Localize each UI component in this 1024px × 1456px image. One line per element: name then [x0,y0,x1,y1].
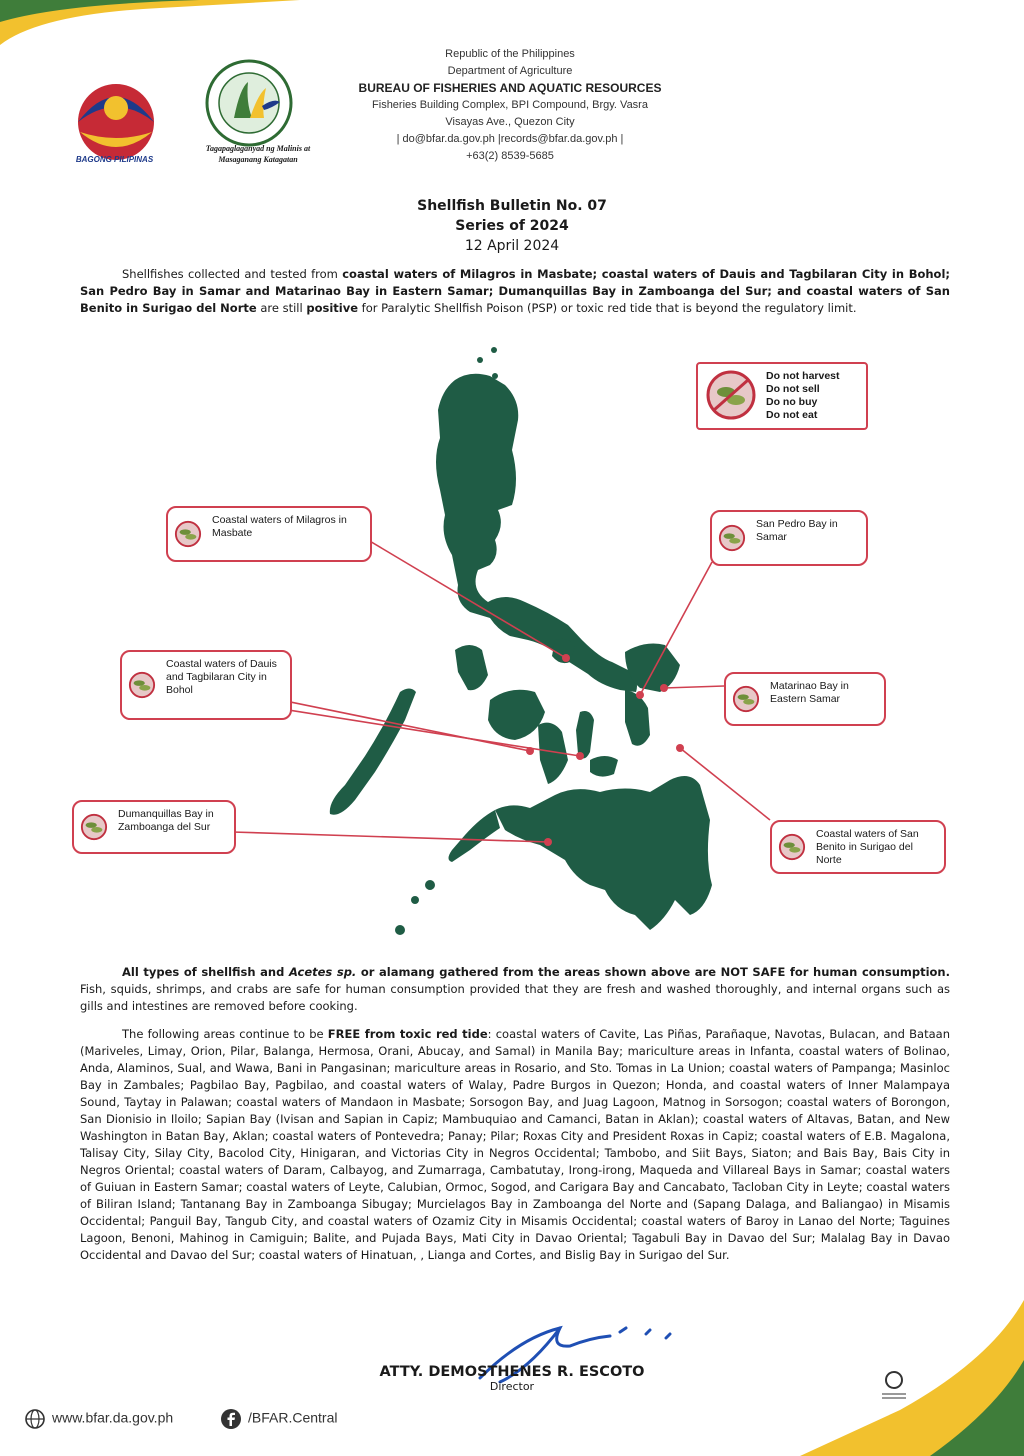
legend-no-buy: Do no buy [766,396,818,408]
phone-line: +63(2) 8539-5685 [466,150,554,162]
department-line: Department of Agriculture [447,65,573,77]
da-tagline-line1: Tagapaglaganyad ng Malinis at [205,144,311,153]
intro-paragraph [80,266,950,317]
callout-bohol-text: Coastal waters of Dauis and Tagbilaran City in Bohol [166,658,277,696]
iso-certification-mark [876,1366,912,1402]
address-line-1: Fisheries Building Complex, BPI Compound, Brgy. Vasra [372,99,648,111]
agency-name: BUREAU OF FISHERIES AND AQUATIC RESOURCES [358,81,662,95]
facebook-handle[interactable]: /BFAR.Central [248,1409,338,1426]
bagong-pilipinas-label: BAGONG PILIPINAS [75,155,154,164]
signatory-name: ATTY. DEMOSTHENES R. ESCOTO [379,1364,645,1380]
bulletin-date: 12 April 2024 [464,238,560,254]
address-line-2: Visayas Ave., Quezon City [445,116,575,128]
da-tagline [178,143,338,165]
callout-milagros-text: Coastal waters of Milagros in Masbate [212,514,347,539]
signatory-block [312,1364,712,1393]
intro-positive: positive [306,301,358,315]
shellfish-warning-icon [732,685,760,713]
legend-lines [766,370,840,422]
website-url[interactable]: www.bfar.da.gov.ph [52,1409,174,1426]
footer-website[interactable] [24,1408,173,1430]
facebook-icon [220,1408,242,1430]
signatory-title: Director [489,1380,535,1393]
da-tagline-line2: Masaganang Katagatan [218,155,298,164]
bulletin-heading [312,196,712,256]
callout-san-pedro-bay [710,510,868,566]
warning-legend [696,362,868,430]
email-line: | do@bfar.da.gov.ph |records@bfar.da.gov.ph | [396,133,624,145]
republic-line: Republic of the Philippines [445,48,575,60]
footer-facebook[interactable] [220,1408,337,1430]
notsafe-acetes: Acetes sp. [288,965,357,979]
notsafe-bold-1: All types of shellfish and [122,965,289,979]
free-areas-list: : coastal waters of Cavite, Las Piñas, Parañaque, Navotas, Bulacan, and Bataan (Mariveles, Limay, Orion, Pilar, Balanga, Hermosa, Orani, Abucay, and Samal) in Manila Bay; mariculture areas in Infanta, coastal waters of Bolinao, Anda, Alaminos, Sual, and Wawa, Bani in Pangasinan; mariculture areas in Rosario, and Sto. Tomas in La Union; coastal waters of Pampanga; Masinloc Bay in Zambales; Pagbilao Bay, Pagbilao, and coastal waters of Walay, Padre Burgos in Quezon; Honda, and coastal waters of Inner Malampaya Sound, Taytay in Palawan; coastal waters of Mandaon in Masbate; Sorsogon Bay, and Juag Lagoon, Matnog in Sorsogon; coastal waters of Borongon, San Dionisio in Iloilo; Sapian Bay (Ivisan and Sapian in Capiz; Mambuquiao and Camanci, Batan in Aklan); coastal waters of Altavas, Batan, and New Washington in Batan Bay, Aklan; coastal waters of Pontevedra; Panay; Pilar; Roxas City and President Roxas in Capiz; coastal waters of E.B. Magalona, Talisay City, Silay City, Bacolod City, Hinigaran, and Victorias City in Negros Occidental; Tambobo, and Siit Bays, Siaton; and Bais Bay, Bais City in Negros Oriental; coastal waters of Daram, Calbayog, and Zumarraga, Cambatutay, Irong-irong, Maqueda and Villareal Bays in Samar; coastal waters of Guiuan in Eastern Samar; coastal waters of Leyte, Calubian, Ormoc, Sogod, and Carigara Bay and Cancabato, Tacloban City in Leyte; coastal waters of Biliran Island; Tantanang Bay in Zamboanga Sibugay; Murcielagos Bay in Zamboanga del Norte and (Sapang Dalaga, and Baliangao) in Misamis Occidental; Panguil Bay, Tangub City, and coastal waters of Ozamiz City in Misamis Occidental; coastal waters of Baroy in Lanao del Norte; Taguines Lagoon, Benoni, Mahinog in Camiguin; Balite, and Pujada Bays, Mati City in Davao Oriental; Tagabuli Bay in Davao del Sur; Malalag Bay in Davao Occidental and Davao del Sur; coastal waters of Hinatuan, , Lianga and Cortes, and Bislig Bay in Surigao del Sur. [80,1027,950,1262]
shellfish-warning-icon [778,833,806,861]
shellfish-warning-icon [80,813,108,841]
callout-dauis-tagbilaran [120,650,292,720]
intro-text-1: Shellfishes collected and tested from [122,267,343,281]
bulletin-number: Shellfish Bulletin No. 07 [417,198,607,214]
letterhead [330,46,690,165]
free-bold: FREE from toxic red tide [327,1027,488,1041]
intro-text-2: are still [256,301,307,315]
legend-no-eat: Do not eat [766,409,818,421]
legend-no-harvest: Do not harvest [766,370,840,382]
department-of-agriculture-seal [204,58,294,148]
intro-affected-areas: coastal waters of Milagros in Masbate; coastal waters of Dauis and Tagbilaran City in Bohol; San Pedro Bay in Samar and Matarinao Bay in Eastern Samar; Dumanquillas Bay in Zamboanga del Sur; and coastal waters of San Benito in Surigao del Norte [80,267,950,315]
red-tide-shellfish-icon [706,370,756,420]
callout-san-benito-text: Coastal waters of San Benito in Surigao del Norte [816,828,919,866]
not-safe-paragraph [80,964,950,1015]
callout-milagros-masbate [166,506,372,562]
legend-no-sell: Do not sell [766,383,820,395]
shellfish-warning-icon [718,524,746,552]
callout-san-benito [770,820,946,874]
callout-san-pedro-text: San Pedro Bay in Samar [756,518,838,543]
intro-text-3: for Paralytic Shellfish Poison (PSP) or toxic red tide that is beyond the regulatory limit. [358,301,857,315]
callout-dumanquillas-text: Dumanquillas Bay in Zamboanga del Sur [118,808,214,833]
shellfish-warning-icon [174,520,202,548]
philippines-landmass [330,347,712,935]
callout-dumanquillas-bay [72,800,236,854]
bulletin-series: Series of 2024 [455,218,569,234]
shellfish-warning-icon [128,671,156,699]
callout-matarinao-text: Matarinao Bay in Eastern Samar [770,680,849,705]
free-areas-paragraph [80,1026,950,1264]
notsafe-bold-2: or alamang gathered from the areas shown above are NOT SAFE for human consumption. [356,965,950,979]
callout-matarinao-bay [724,672,886,726]
free-text-1: The following areas continue to be [122,1027,328,1041]
globe-icon [24,1408,46,1430]
notsafe-text: Fish, squids, shrimps, and crabs are safe for human consumption provided that they are fresh and washed thoroughly, and internal organs such as gills and intestines are removed before cooking. [80,982,950,1013]
